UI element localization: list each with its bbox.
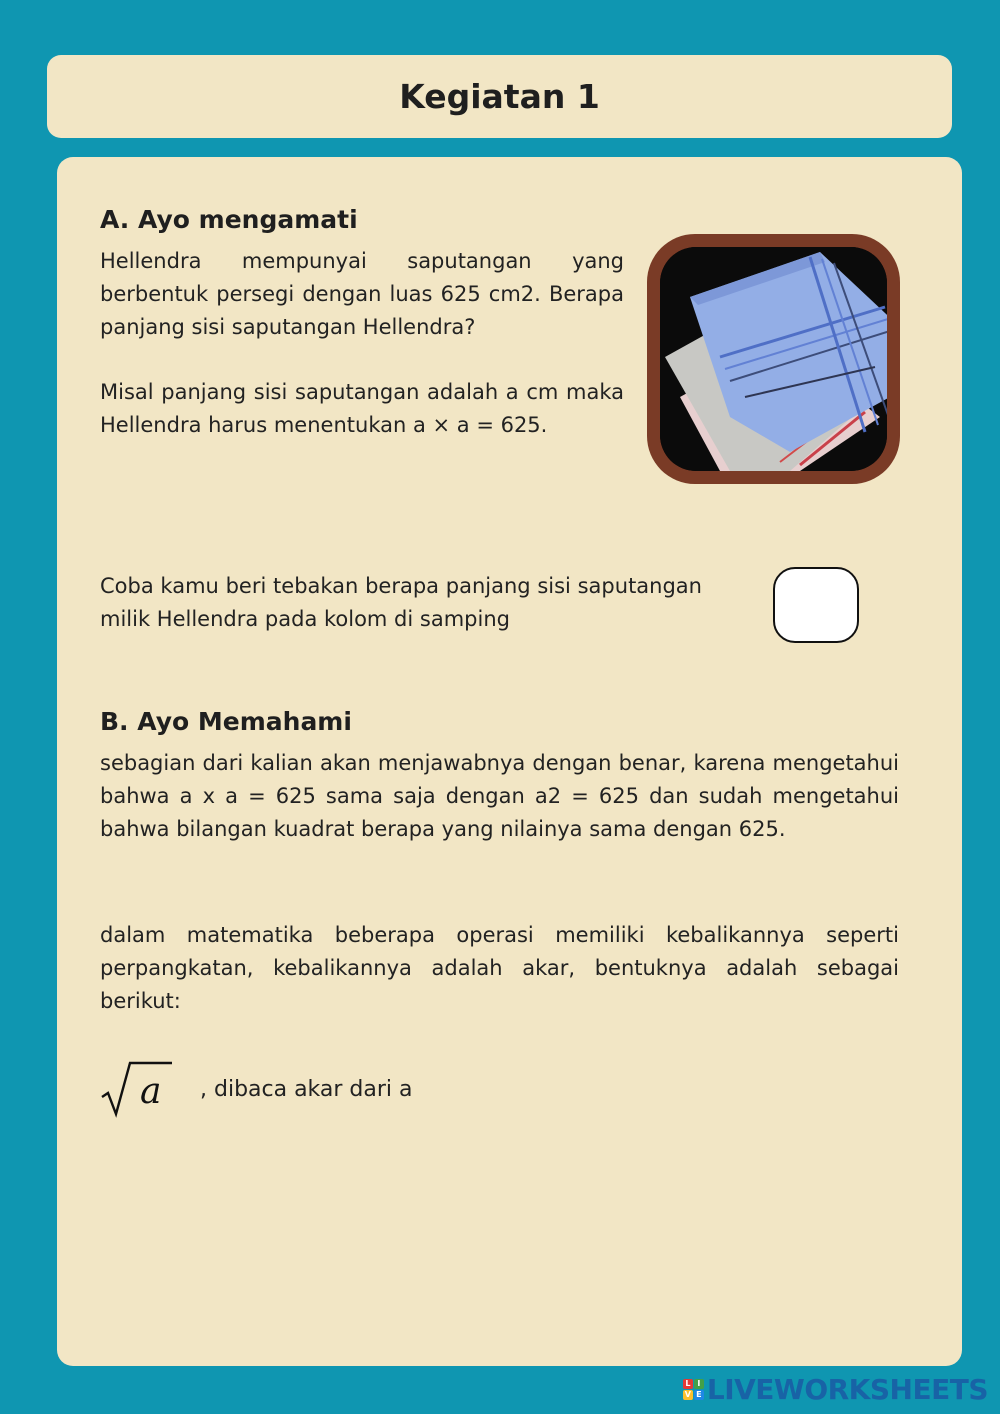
page-title: Kegiatan 1 [399, 77, 600, 116]
section-b-paragraph-1: sebagian dari kalian akan menjawabnya dengan benar, karena mengetahui bahwa a x a = 625 sama saja dengan a2 = 625 dan sudah mengetahui bahwa bilangan kuadrat berapa yang nilainya sama dengan 625. [100, 751, 899, 841]
section-a-heading: A. Ayo mengamati [100, 205, 358, 234]
liveworksheets-brand [683, 1373, 988, 1406]
answer-input-box[interactable] [773, 567, 859, 643]
section-a-paragraph-1: Hellendra mempunyai saputangan yang berbentuk persegi dengan luas 625 cm2. Berapa panjang sisi saputangan Hellendra? [100, 249, 624, 339]
logo-square-l: L [683, 1379, 693, 1389]
section-a-paragraph-2: Misal panjang sisi saputangan adalah a cm maka Hellendra harus menentukan a × a = 625. [100, 380, 624, 437]
logo-square-i: I [694, 1379, 704, 1389]
brand-logo-icon [683, 1379, 704, 1400]
worksheet-card [57, 157, 962, 1366]
sqrt-caption: , dibaca akar dari a [200, 1076, 413, 1102]
title-bar [47, 55, 952, 138]
guess-question: Coba kamu beri tebakan berapa panjang sisi saputangan milik Hellendra pada kolom di samping [100, 574, 702, 631]
square-root-symbol [100, 1059, 174, 1119]
handkerchief-illustration [660, 247, 887, 471]
handkerchief-image [660, 247, 887, 471]
section-b-paragraph-2: dalam matematika beberapa operasi memiliki kebalikannya seperti perpangkatan, kebalikannya adalah akar, bentuknya adalah sebagai berikut: [100, 923, 899, 1013]
sqrt-variable: a [140, 1071, 162, 1112]
logo-square-e: E [694, 1390, 704, 1400]
handkerchief-photo [647, 234, 900, 484]
square-root-expression [100, 1059, 413, 1119]
section-b-heading: B. Ayo Memahami [100, 707, 352, 736]
brand-name: LIVEWORKSHEETS [706, 1373, 988, 1406]
logo-square-v: V [684, 1390, 691, 1399]
